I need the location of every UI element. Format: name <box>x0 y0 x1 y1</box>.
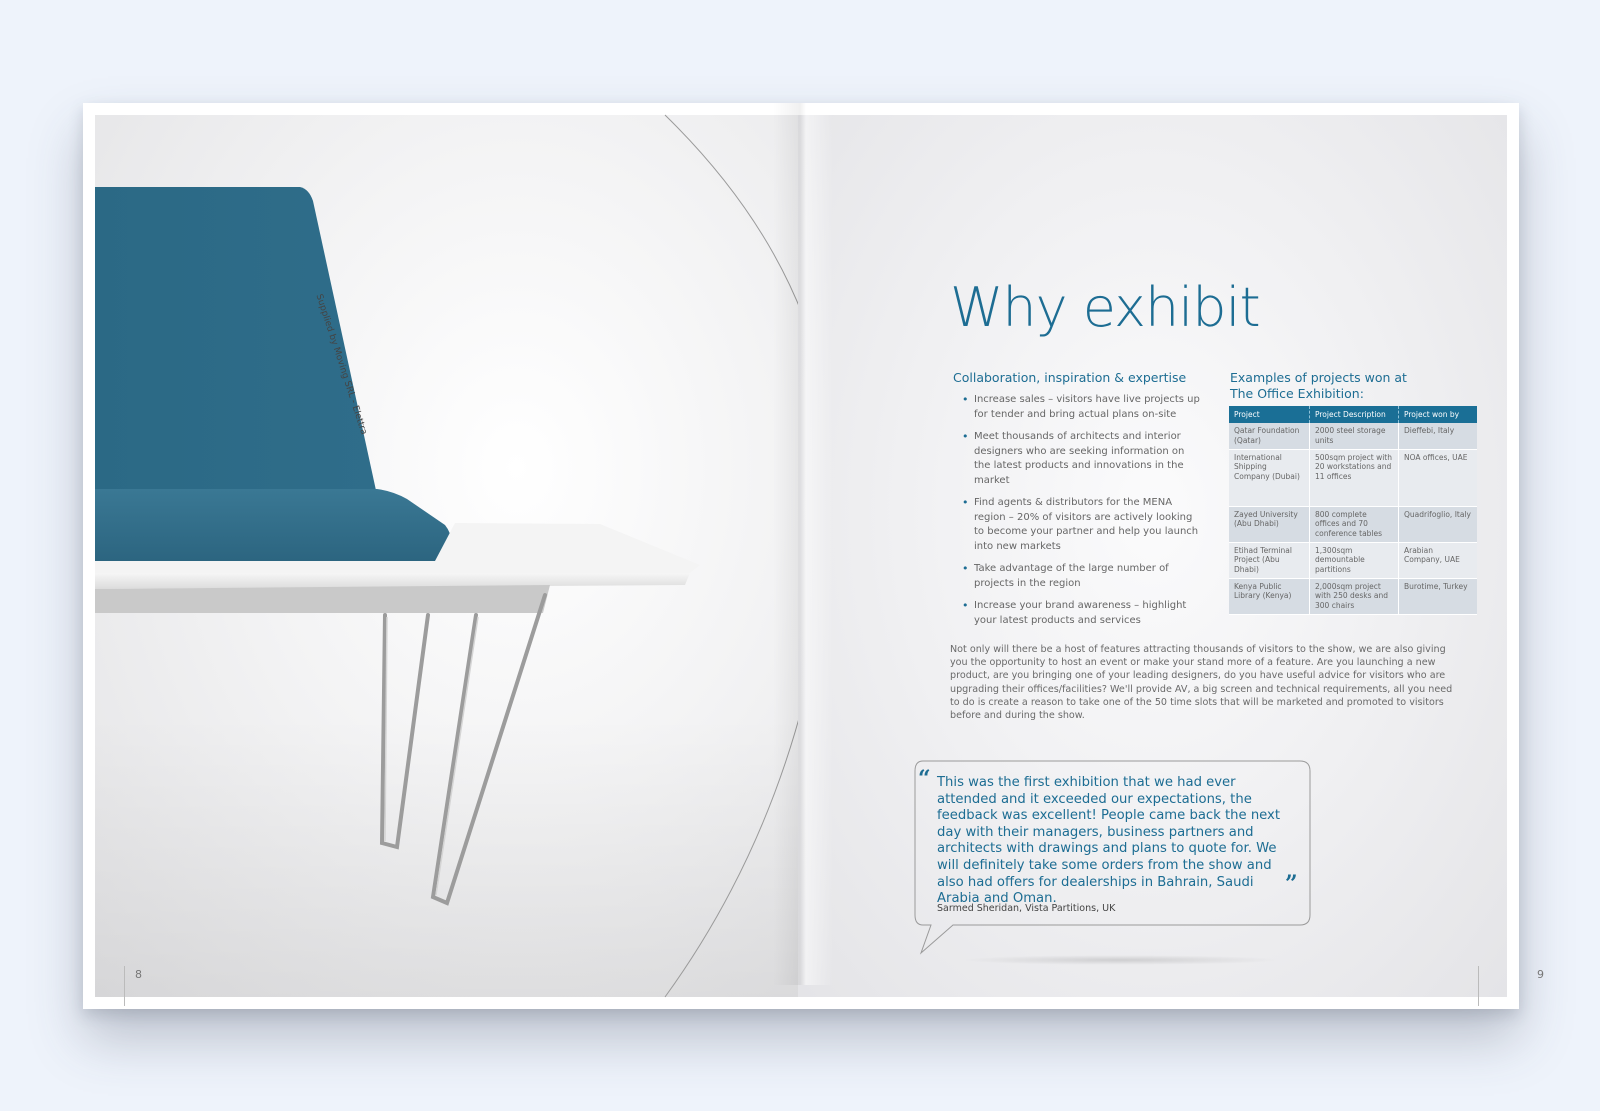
section-heading-projects <box>1230 370 1407 402</box>
left-page <box>95 115 798 997</box>
crop-mark-left <box>124 966 125 1006</box>
table-cell: Burotime, Turkey <box>1399 578 1478 614</box>
table-row <box>1229 542 1477 578</box>
table-cell: Qatar Foundation (Qatar) <box>1229 423 1310 449</box>
table-row <box>1229 578 1477 614</box>
page-number-right: 9 <box>1537 968 1544 981</box>
bench-photo <box>95 115 798 997</box>
section-heading-collaboration: Collaboration, inspiration & expertise <box>953 370 1187 385</box>
table-row <box>1229 423 1477 449</box>
testimonial-quote: This was the first exhibition that we had ever attended and it exceeded our expectations, the feedback was excellent! People came back the next day with their managers, business partners and architects with drawings and plans to quote for. We will definitely take some orders from the show and also had offers for dealerships in Bahrain, Saudi Arabia and Oman. <box>937 775 1281 907</box>
column-header: Project <box>1229 406 1310 423</box>
list-item: • Find agents & distributors for the MENA region – 20% of visitors are actively looking to become your partner and help you launch into new markets <box>962 496 1202 554</box>
column-header: Project Description <box>1310 406 1399 423</box>
table-cell: Quadrifoglio, Italy <box>1399 506 1478 542</box>
table-row <box>1229 449 1477 506</box>
quote-close-icon: ” <box>1285 871 1298 897</box>
table-cell: 2000 steel storage units <box>1310 423 1399 449</box>
chair-seat <box>95 489 451 561</box>
table-cell: 800 complete offices and 70 conference tables <box>1310 506 1399 542</box>
table-cell: 1,300sqm demountable partitions <box>1310 542 1399 578</box>
table-cell: Dieffebi, Italy <box>1399 423 1478 449</box>
photo-credit: Supplied by Moving SRL - Elettra <box>313 293 369 437</box>
column-header: Project won by <box>1399 406 1478 423</box>
quote-author: Sarmed Sheridan, Vista Partitions, UK <box>937 903 1116 914</box>
section-heading-line: The Office Exhibition: <box>1230 386 1364 401</box>
list-item: • Increase your brand awareness – highlight your latest products and services <box>962 599 1202 628</box>
body-paragraph: Not only will there be a host of features attracting thousands of visitors to the show, we are also giving you the opportunity to host an event or make your stand more of a feature. Are you launching a new product, are you bringing one of your leading designers, do you have useful advice for visitors who are upgrading their offices/facilities? We'll provide AV, a big screen and technical requirements, all you need to do is create a reason to take one of the 50 time slots that will be marketed and promoted to visitors before and during the show. <box>950 644 1453 722</box>
table-row <box>1229 506 1477 542</box>
section-heading-line: Examples of projects won at <box>1230 370 1407 385</box>
table-cell: 500sqm project with 20 workstations and 11 offices <box>1310 449 1399 506</box>
table-cell: 2,000sqm project with 250 desks and 300 chairs <box>1310 578 1399 614</box>
page-number-left: 8 <box>135 968 142 981</box>
table-cell: NOA offices, UAE <box>1399 449 1478 506</box>
quote-open-icon: “ <box>918 766 931 792</box>
table-cell: Arabian Company, UAE <box>1399 542 1478 578</box>
table-cell: International Shipping Company (Dubai) <box>1229 449 1310 506</box>
list-item: • Increase sales – visitors have live projects up for tender and bring actual plans on-site <box>962 393 1202 422</box>
page-title: Why exhibit <box>950 276 1260 339</box>
table-header-row <box>1229 406 1477 423</box>
table-cell: Zayed University (Abu Dhabi) <box>1229 506 1310 542</box>
benefits-list <box>962 393 1202 636</box>
bubble-shadow <box>960 955 1280 965</box>
table-cell: Etihad Terminal Project (Abu Dhabi) <box>1229 542 1310 578</box>
list-item: • Take advantage of the large number of projects in the region <box>962 562 1202 591</box>
table-cell: Kenya Public Library (Kenya) <box>1229 578 1310 614</box>
projects-table <box>1229 406 1477 615</box>
crop-mark-right <box>1478 966 1479 1006</box>
list-item: • Meet thousands of architects and interior designers who are seeking information on the latest products and innovations in the market <box>962 430 1202 488</box>
